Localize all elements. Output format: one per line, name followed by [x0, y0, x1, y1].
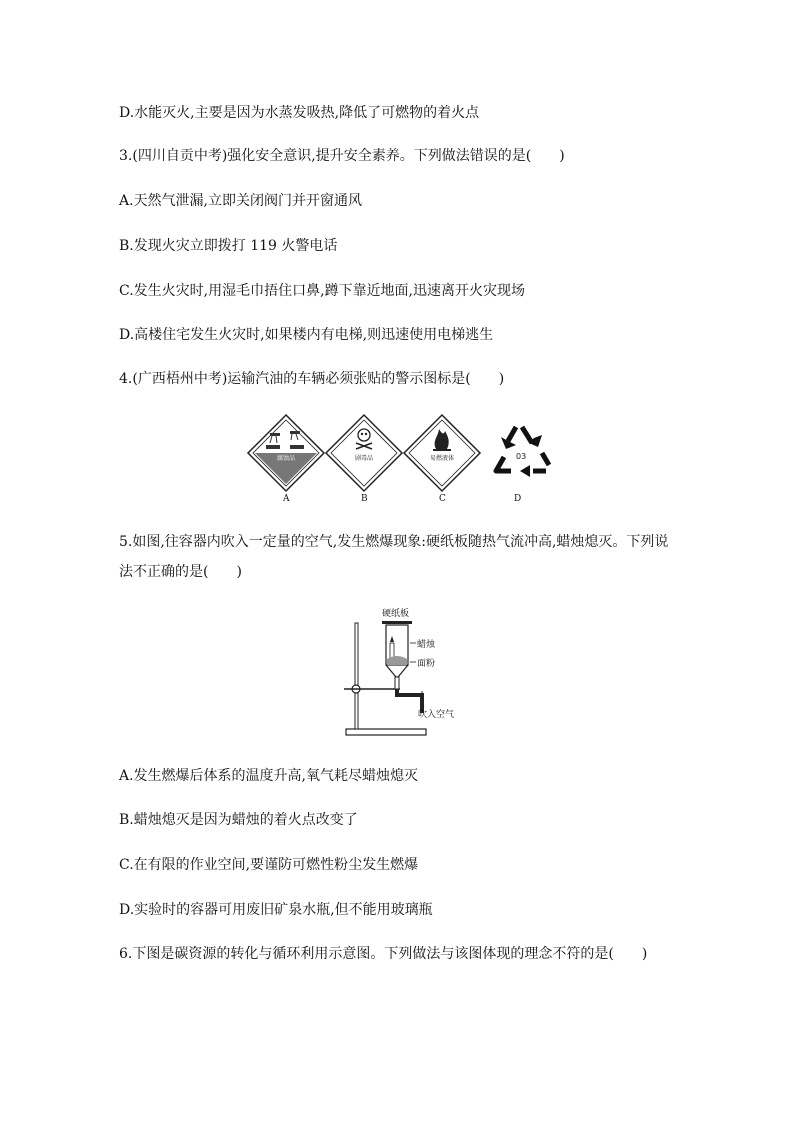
q3-option-a: A.天然气泄漏,立即关闭阀门并开窗通风 [119, 193, 363, 209]
sign-label-b: B [361, 494, 368, 504]
hazard-signs-figure [246, 413, 558, 505]
question-5-line-1: 5.如图,往容器内吹入一定量的空气,发生燃爆现象:硬纸板随热气流冲高,蜡烛熄灭。下列说 [119, 534, 669, 550]
label-candle: 蜡烛 [417, 640, 436, 650]
q3-option-b: B.发现火灾立即拨打 119 火警电话 [119, 238, 338, 254]
question-6: 6.下图是碳资源的转化与循环利用示意图。下列做法与该图体现的理念不符的是( ) [119, 946, 648, 962]
label-flour: 面粉 [417, 659, 436, 669]
sign-a-text: 腐蚀品 [277, 455, 296, 462]
sign-c-text: 易燃液体 [430, 455, 455, 462]
q5-option-c: C.在有限的作业空间,要谨防可燃性粉尘发生燃爆 [119, 857, 419, 873]
question-4: 4.(广西梧州中考)运输汽油的车辆必须张贴的警示图标是( ) [119, 371, 505, 387]
question-5-line-2: 法不正确的是( ) [119, 564, 242, 580]
q2-option-d: D.水能灭火,主要是因为水蒸发吸热,降低了可燃物的着火点 [119, 105, 480, 121]
q5-option-b: B.蜡烛熄灭是因为蜡烛的着火点改变了 [119, 812, 358, 828]
q3-option-d: D.高楼住宅发生火灾时,如果楼内有电梯,则迅速使用电梯逃生 [119, 327, 494, 343]
sign-b-text: 剧毒品 [355, 455, 374, 462]
label-board: 硬纸板 [382, 609, 410, 619]
question-3: 3.(四川自贡中考)强化安全意识,提升安全素养。下列做法错误的是( ) [119, 148, 565, 164]
sign-label-d: D [514, 494, 522, 504]
sign-d-text: 03 [516, 452, 527, 461]
q5-option-a: A.发生燃爆后体系的温度升高,氧气耗尽蜡烛熄灭 [119, 768, 419, 784]
label-air: 吹入空气 [418, 710, 455, 720]
sign-label-c: C [439, 494, 446, 504]
q3-option-c: C.发生火灾时,用湿毛巾捂住口鼻,蹲下靠近地面,迅速离开火灾现场 [119, 283, 526, 299]
flammable-liquid-sign [404, 415, 480, 491]
dust-explosion-apparatus [340, 603, 480, 743]
q5-option-d: D.实验时的容器可用废旧矿泉水瓶,但不能用玻璃瓶 [119, 902, 433, 918]
sign-label-a: A [283, 494, 290, 504]
toxic-sign [326, 415, 402, 491]
corrosive-sign [248, 415, 324, 491]
